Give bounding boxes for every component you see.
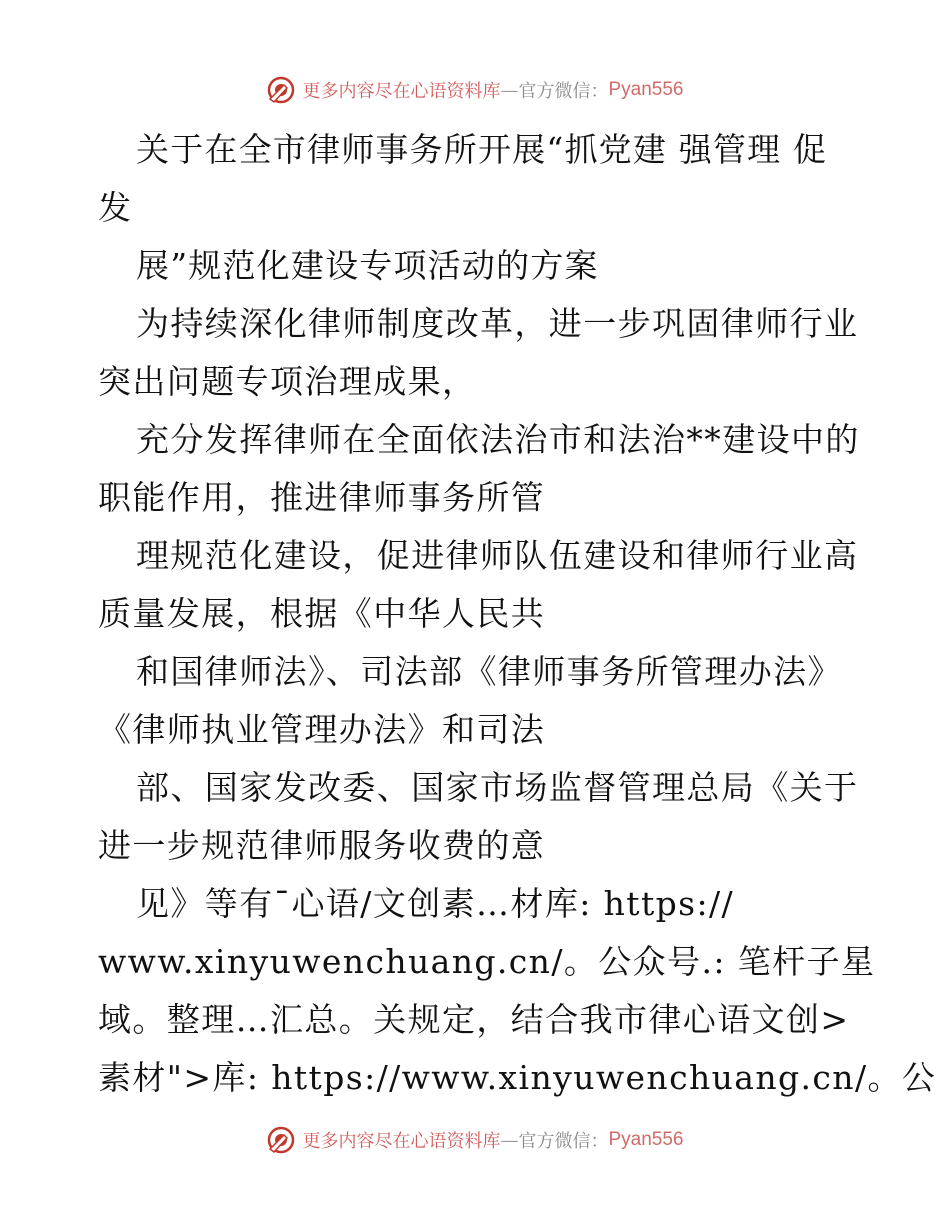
brand-logo-icon — [266, 1125, 296, 1155]
banner-dash: — — [500, 1129, 519, 1151]
banner-wechat-label: 官方微信： — [518, 81, 609, 102]
paragraph-line: 素材">库: https://www.xinyuwenchuang.cn/。公 — [98, 1058, 937, 1097]
banner-wechat-id: Pyan556 — [608, 1129, 684, 1150]
paragraph-line: 质量发展，根据《中华人民共 — [98, 594, 546, 633]
paragraph-line: 职能作用，推进律师事务所管 — [98, 478, 546, 517]
doc-title-line-2: 发 — [98, 188, 133, 227]
brand-logo-icon — [266, 75, 296, 105]
banner-wechat-id: Pyan556 — [608, 79, 684, 100]
document-body — [98, 121, 937, 1107]
paragraph-line: 充分发挥律师在全面依法治市和法治**建设中的 — [136, 420, 860, 459]
footer-banner — [0, 1122, 950, 1158]
paragraph-line: 为持续深化律师制度改革，进一步巩固律师行业 — [136, 304, 859, 343]
paragraph-line: www.xinyuwenchuang.cn/。公众号.: 笔杆子星 — [98, 942, 876, 981]
paragraph-line: 和国律师法》、司法部《律师事务所管理办法》 — [136, 652, 842, 691]
paragraph-line: 域。整理…汇总。关规定，结合我市律心语文创> — [98, 1000, 850, 1039]
banner-dash: — — [500, 79, 519, 101]
paragraph-line: 突出问题专项治理成果， — [98, 362, 477, 401]
paragraph-line: 《律师执业管理办法》和司法 — [98, 710, 546, 749]
doc-title-line-1: 关于在全市律师事务所开展“抓党建 强管理 促 — [136, 130, 828, 169]
paragraph-line: 理规范化建设，促进律师队伍建设和律师行业高 — [136, 536, 859, 575]
paragraph-line: 部、国家发改委、国家市场监督管理总局《关于 — [136, 768, 859, 807]
header-banner — [0, 72, 950, 108]
paragraph-line: 进一步规范律师服务收费的意 — [98, 826, 546, 865]
banner-text: 更多内容尽在心语资料库 — [302, 81, 501, 102]
doc-title-line-3: 展”规范化建设专项活动的方案 — [136, 246, 599, 285]
paragraph-line: 见》等有¯心语/文创素…材库: https:// — [136, 884, 735, 923]
banner-text: 更多内容尽在心语资料库 — [302, 1131, 501, 1152]
banner-wechat-label: 官方微信： — [518, 1131, 609, 1152]
